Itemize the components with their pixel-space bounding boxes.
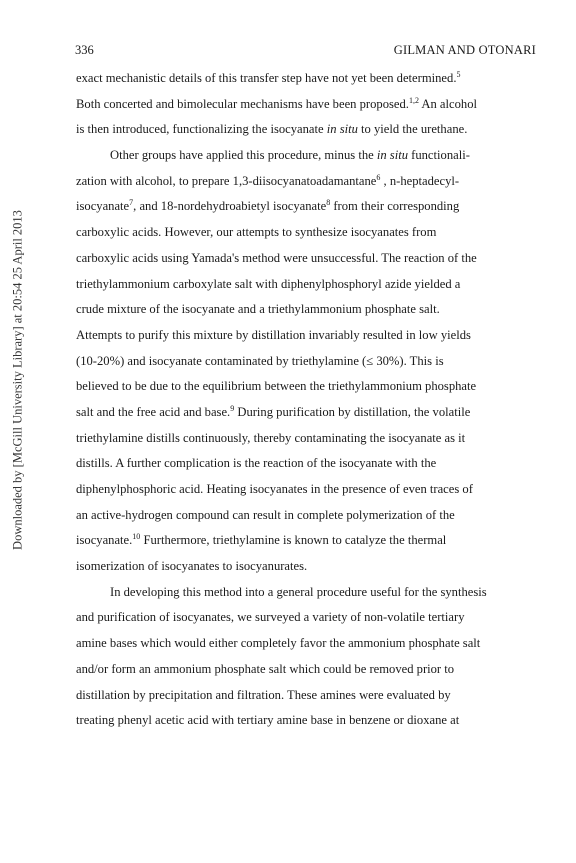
italic-text: in situ: [326, 122, 358, 137]
text-segment: carboxylic acids using Yamada's method were unsuccessful. The reaction of the: [76, 250, 477, 265]
text-line: [76, 169, 536, 195]
text-line: [76, 580, 536, 606]
reference-superscript: 5: [456, 70, 461, 79]
text-segment: carboxylic acids. However, our attempts to synthesize isocyanates from: [76, 225, 437, 240]
text-segment: isomerization of isocyanates to isocyanurates.: [76, 559, 308, 574]
text-line: [76, 117, 536, 143]
text-segment: distills. A further complication is the reaction of the isocyanate with the: [76, 456, 437, 471]
text-line: [76, 426, 536, 452]
text-line: [76, 528, 536, 554]
text-line: [76, 220, 536, 246]
text-segment: , n-heptadecyl-: [380, 173, 460, 188]
page-number: 336: [75, 43, 94, 57]
text-segment: (10-20%) and isocyanate contaminated by triethylamine (≤ 30%). This is: [76, 353, 444, 368]
text-line: [76, 143, 536, 169]
text-segment: Furthermore, triethylamine is known to catalyze the thermal: [140, 533, 447, 548]
text-segment: from their corresponding: [330, 199, 460, 214]
text-segment: functionali-: [408, 148, 470, 163]
reference-superscript: 10: [132, 532, 141, 542]
text-segment: Both concerted and bimolecular mechanisms have been proposed.: [76, 96, 409, 111]
text-segment: believed to be due to the equilibrium between the triethylammonium phosphate: [76, 379, 477, 394]
text-segment: diphenylphosphoric acid. Heating isocyanates in the presence of even traces of: [76, 482, 473, 496]
text-segment: triethylammonium carboxylate salt with diphenylphosphoryl azide yielded a: [76, 276, 461, 291]
text-line: [76, 297, 536, 323]
reference-superscript: 7: [129, 198, 134, 208]
text-segment: isocyanate.: [76, 533, 133, 548]
text-line: [76, 605, 536, 631]
text-line: [76, 554, 536, 580]
text-line: [76, 66, 536, 92]
text-line: [76, 657, 536, 683]
text-line: [76, 194, 536, 220]
text-line: [76, 349, 536, 375]
text-segment: an active-hydrogen compound can result in complete polymerization of the: [76, 507, 455, 522]
text-line: [76, 246, 536, 272]
text-line: [76, 374, 536, 400]
text-line: [76, 683, 536, 709]
text-segment: An alcohol: [418, 96, 477, 111]
download-stamp-text: Downloaded by [McGill University Library] at 20:54 25 April 2013: [10, 210, 25, 550]
text-segment: exact mechanistic details of this transfer step have not yet been determined.: [76, 71, 457, 85]
body-text: [76, 66, 536, 734]
text-segment: Attempts to purify this mixture by distillation invariably resulted in low yields: [76, 327, 471, 342]
text-segment: distillation by precipitation and filtration. These amines were evaluated by: [76, 687, 451, 702]
text-segment: During purification by distillation, the volatile: [234, 404, 471, 419]
text-line: [76, 631, 536, 657]
reference-superscript: 8: [326, 198, 331, 208]
text-segment: zation with alcohol, to prepare 1,3-diisocyanatoadamantane: [76, 173, 377, 188]
reference-superscript: 9: [230, 403, 235, 413]
download-stamp: [8, 140, 28, 620]
reference-superscript: 6: [376, 172, 381, 182]
running-head: GILMAN AND OTONARI: [393, 43, 536, 57]
text-line: [76, 323, 536, 349]
text-segment: In developing this method into a general procedure useful for the synthesis: [110, 584, 487, 599]
text-segment: triethylamine distills continuously, thereby contaminating the isocyanate as it: [76, 430, 466, 445]
text-segment: crude mixture of the isocyanate and a triethylammonium phosphate salt.: [76, 302, 440, 317]
text-segment: , and 18-nordehydroabietyl isocyanate: [133, 199, 327, 214]
text-line: [76, 400, 536, 426]
italic-text: in situ: [376, 148, 408, 163]
text-segment: salt and the free acid and base.: [76, 404, 231, 419]
text-segment: treating phenyl acetic acid with tertiary amine base in benzene or dioxane at: [76, 713, 460, 728]
text-segment: and purification of isocyanates, we surveyed a variety of non-volatile tertiary: [76, 610, 465, 625]
text-line: [76, 503, 536, 529]
text-line: [76, 92, 536, 118]
text-line: [76, 708, 536, 734]
reference-superscript: 1,2: [408, 95, 419, 105]
text-line: [76, 272, 536, 298]
text-segment: isocyanate: [76, 199, 130, 214]
text-segment: Other groups have applied this procedure, minus the: [110, 148, 377, 163]
text-line: [76, 477, 536, 503]
text-segment: to yield the urethane.: [357, 122, 468, 137]
text-segment: is then introduced, functionalizing the isocyanate: [76, 122, 327, 137]
text-segment: and/or form an ammonium phosphate salt which could be removed prior to: [76, 661, 455, 676]
text-segment: amine bases which would either completely favor the ammonium phosphate salt: [76, 636, 481, 651]
text-line: [76, 451, 536, 477]
